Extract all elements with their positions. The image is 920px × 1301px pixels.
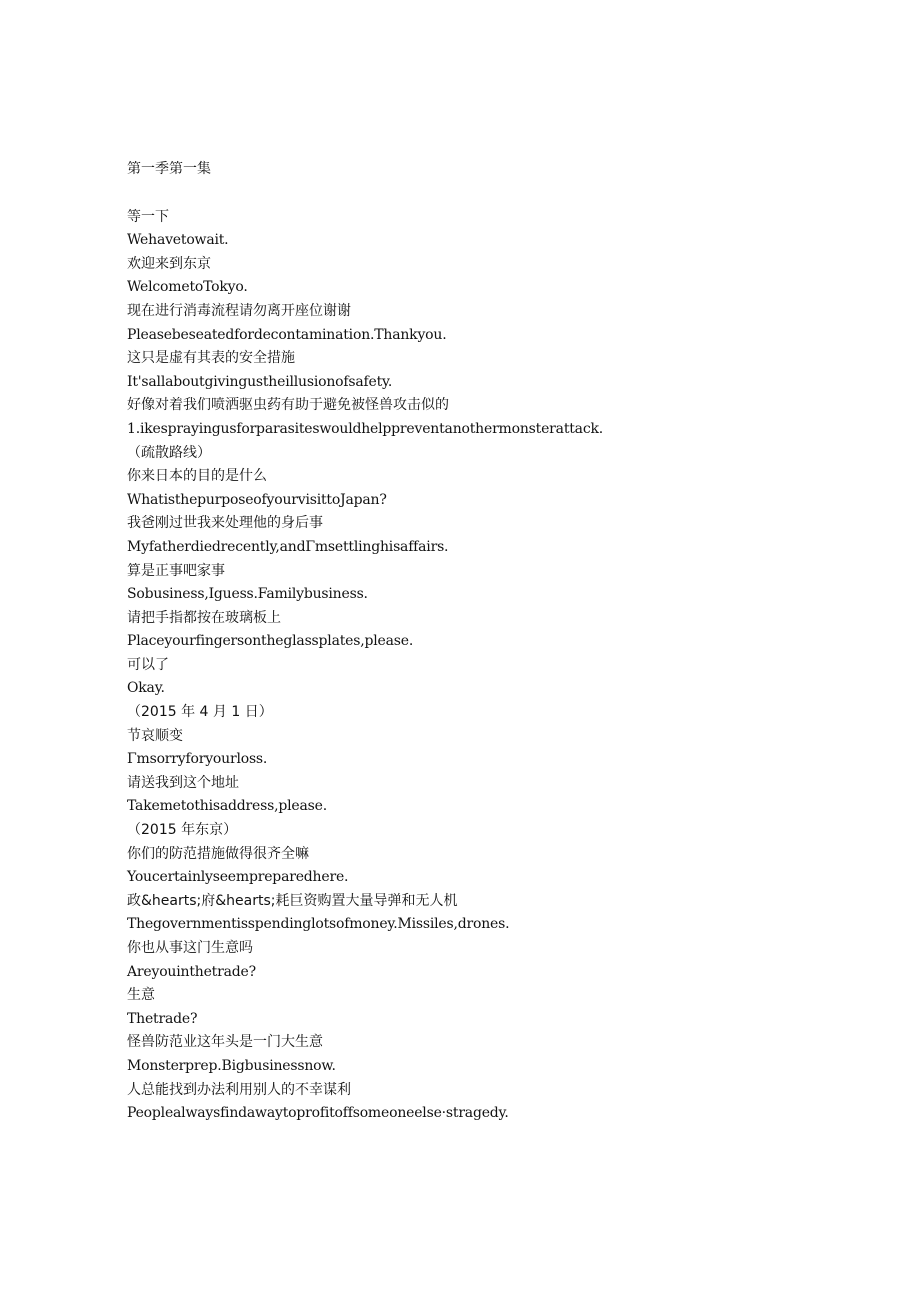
subtitle-line-en: Thegovernmentisspendinglotsofmoney.Missiles,drones. bbox=[127, 916, 510, 933]
subtitle-line-zh: 请送我到这个地址 bbox=[127, 774, 239, 791]
subtitle-line-zh: 生意 bbox=[127, 987, 155, 1004]
subtitle-line-zh: 这只是虚有其表的安全措施 bbox=[127, 350, 295, 367]
subtitle-line-en: Γmsorryforyourloss. bbox=[127, 751, 268, 768]
subtitle-line-zh: 人总能找到办法利用别人的不幸谋利 bbox=[127, 1081, 351, 1098]
episode-title: 第一季第一集 bbox=[127, 161, 211, 177]
subtitle-line-zh: 等一下 bbox=[127, 208, 169, 225]
subtitle-line-zh: 节哀顺变 bbox=[127, 727, 183, 744]
subtitle-line-en: Pleasebeseatedfordecontamination.Thankyou. bbox=[127, 326, 447, 343]
subtitle-line-en: Wehavetowait. bbox=[127, 232, 229, 249]
subtitle-line-zh: 请把手指都按在玻璃板上 bbox=[127, 609, 281, 626]
subtitle-line-zh: 你们的防范措施做得很齐全嘛 bbox=[127, 845, 309, 862]
scene-note: （2015 年东京） bbox=[127, 822, 238, 839]
subtitle-line-en: Peoplealwaysfindawaytoprofitoffsomeoneelse·stragedy. bbox=[127, 1105, 509, 1122]
subtitle-line-en: Areyouinthetrade? bbox=[127, 963, 256, 980]
subtitle-line-en: 1.ikesprayingusforparasiteswouldhelppreventanothermonsterattack. bbox=[127, 420, 603, 437]
subtitle-line-zh: 我爸刚过世我来处理他的身后事 bbox=[127, 515, 323, 532]
subtitle-line-en: Okay. bbox=[127, 680, 165, 697]
subtitle-line-zh: 你来日本的目的是什么 bbox=[127, 468, 267, 485]
subtitle-line-zh: 可以了 bbox=[127, 656, 169, 673]
subtitle-line-zh: 你也从事这门生意吗 bbox=[127, 940, 253, 956]
subtitle-line-en: Sobusiness,Iguess.Familybusiness. bbox=[127, 586, 368, 603]
subtitle-line-zh: 怪兽防范业这年头是一门大生意 bbox=[127, 1034, 323, 1051]
subtitle-line-en: Thetrade? bbox=[127, 1010, 198, 1027]
subtitle-line-en: WhatisthepurposeofyourvisittoJapan? bbox=[127, 491, 387, 508]
subtitle-line-en: WelcometoTokyo. bbox=[127, 279, 248, 296]
scene-note: （2015 年 4 月 1 日） bbox=[127, 704, 273, 721]
subtitle-line-zh: 现在进行消毒流程请勿离开座位谢谢 bbox=[127, 302, 351, 319]
subtitle-line-en: Takemetothisaddress,please. bbox=[127, 798, 327, 815]
subtitle-line-en: Youcertainlyseempreparedhere. bbox=[127, 869, 349, 886]
subtitle-line-zh: 政&hearts;府&hearts;耗巨资购置大量导弹和无人机 bbox=[127, 892, 458, 909]
subtitle-line-en: Monsterprep.Bigbusinessnow. bbox=[127, 1057, 336, 1074]
subtitle-line-zh: 算是正事吧家事 bbox=[127, 562, 225, 579]
document-body bbox=[127, 158, 847, 1126]
subtitle-line-zh: 好像对着我们喷洒驱虫药有助于避免被怪兽攻击似的 bbox=[127, 397, 449, 414]
subtitle-line-en: Placeyourfingersontheglassplates,please. bbox=[127, 633, 414, 650]
subtitle-line-en: Myfatherdiedrecently,andΓmsettlinghisaffairs. bbox=[127, 538, 449, 555]
scene-note: （疏散路线） bbox=[127, 444, 211, 461]
subtitle-line-zh: 欢迎来到东京 bbox=[127, 255, 211, 272]
subtitle-line-en: It'sallaboutgivingustheillusionofsafety. bbox=[127, 373, 393, 390]
